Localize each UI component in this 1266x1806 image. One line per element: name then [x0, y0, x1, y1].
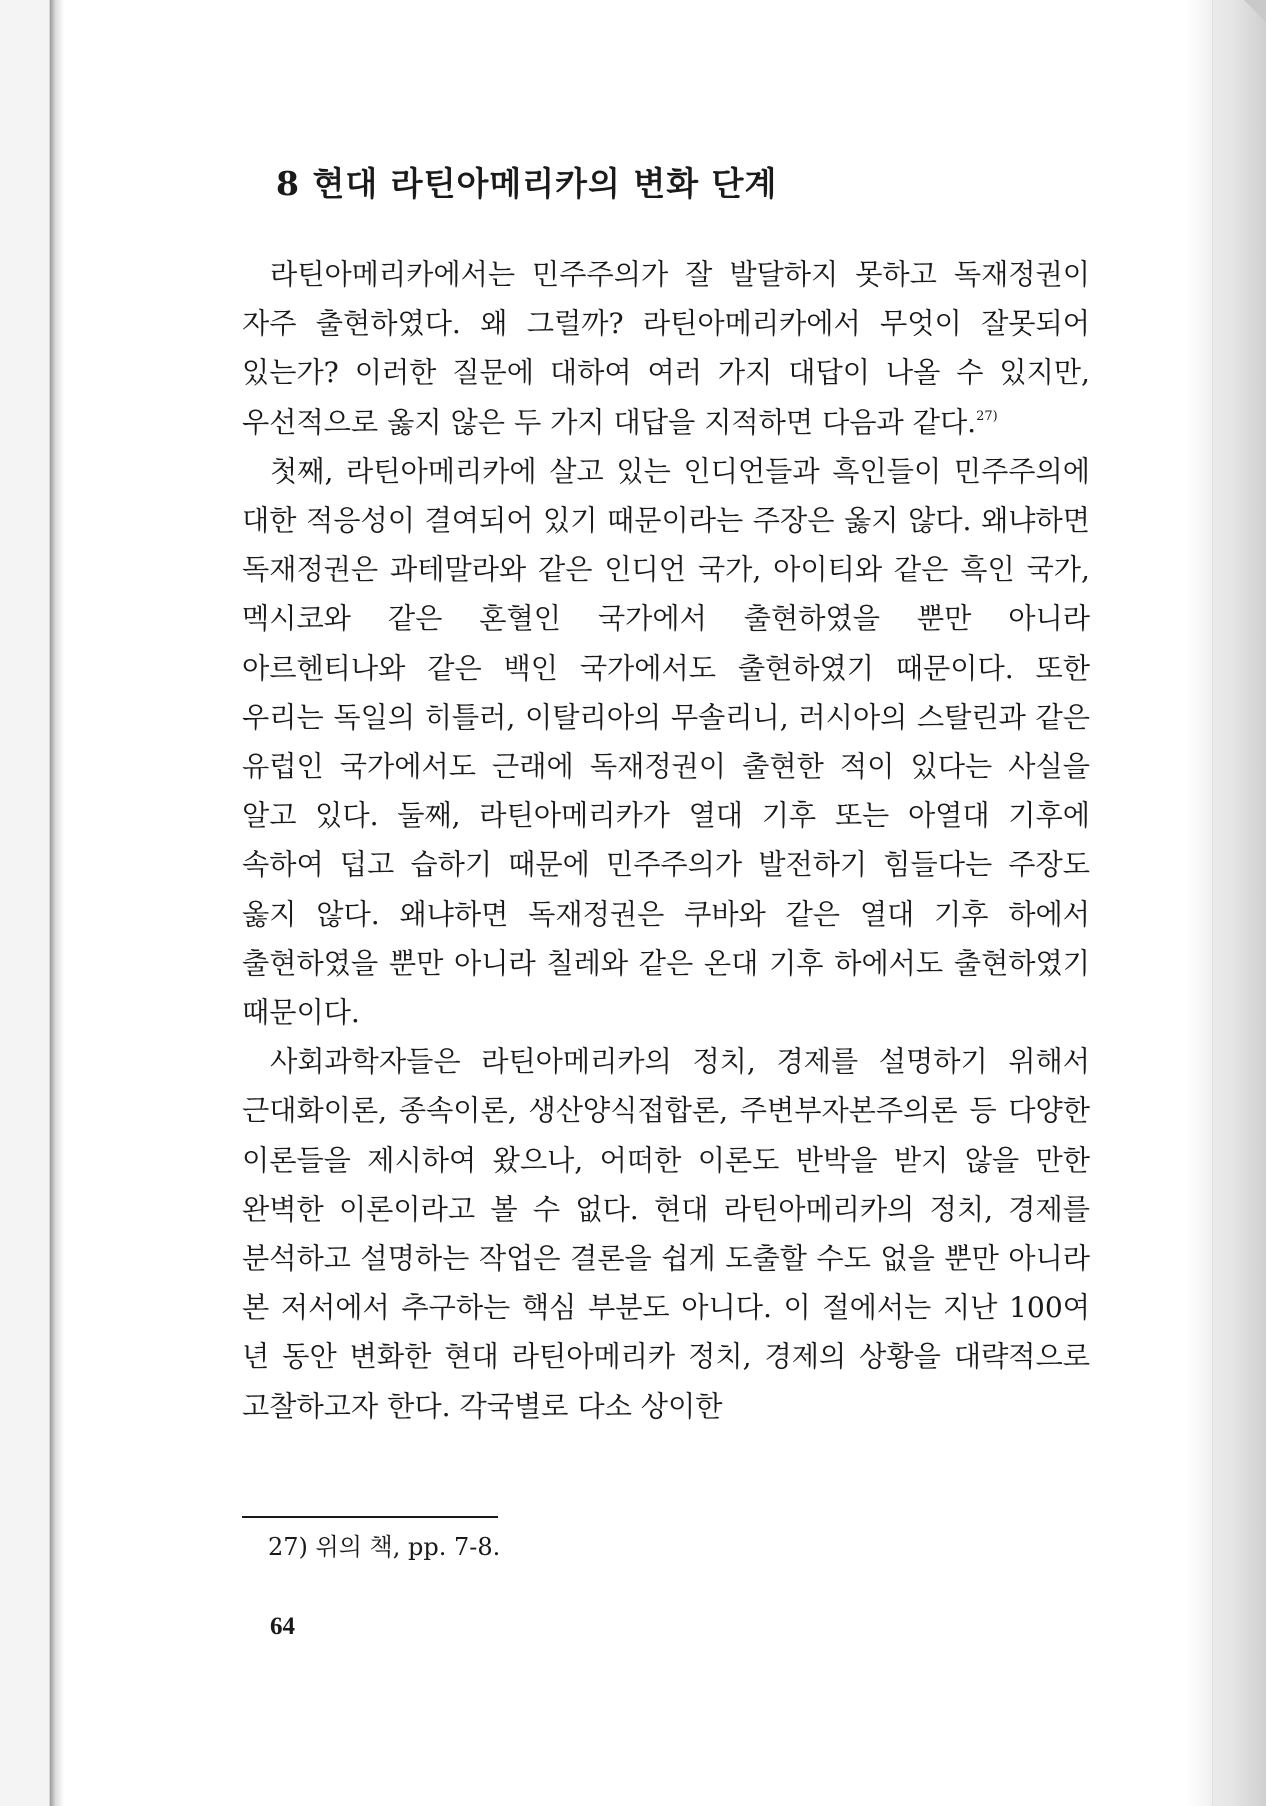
page-content: [242, 160, 1090, 1431]
page-edge-shadow: [1186, 0, 1266, 1806]
footnote-divider: [242, 1516, 498, 1518]
paragraph-text: 라틴아메리카에서는 민주주의가 잘 발달하지 못하고 독재정권이 자주 출현하였다. 왜 그럴까? 라틴아메리카에서 무엇이 잘못되어 있는가? 이러한 질문에 대하여 여러 가지 대답이 나올 수 있지만, 우선적으로 옳지 않은 두 가지 대답을 지적하면 다음과 같다.: [242, 258, 1090, 439]
page-binding-shadow: [50, 0, 64, 1806]
paragraph-2: [242, 447, 1090, 1037]
section-heading: 8 현대 라틴아메리카의 변화 단계: [276, 164, 778, 203]
footnote-reference: 27): [976, 408, 998, 424]
paragraph-1: [242, 250, 1090, 447]
page-number: 64: [270, 1613, 295, 1640]
page-corner: [1244, 0, 1266, 22]
paragraph-3: [242, 1037, 1090, 1431]
paragraph-text: 첫째, 라틴아메리카에 살고 있는 인디언들과 흑인들이 민주주의에 대한 적응성이 결여되어 있기 때문이라는 주장은 옳지 않다. 왜냐하면 독재정권은 과테말라와 같은 인디언 국가, 아이티와 같은 흑인 국가, 멕시코와 같은 혼혈인 국가에서 출현하였을 뿐만 아니라 아르헨티나와 같은 백인 국가에서도 출현하였기 때문이다. 또한 우리는 독일의 히틀러, 이탈리아의 무솔리니, 러시아의 스탈린과 같은 유럽인 국가에서도 근래에 독재정권이 출현한 적이 있다는 사실을 알고 있다. 둘째, 라틴아메리카가 열대 기후 또는 아열대 기후에 속하여 덥고 습하기 때문에 민주주의가 발전하기 힘들다는 주장도 옳지 않다. 왜냐하면 독재정권은 쿠바와 같은 열대 기후 하에서 출현하였을 뿐만 아니라 칠레와 같은 온대 기후 하에서도 출현하였기 때문이다.: [242, 454, 1090, 1030]
footnote-27: 27) 위의 책, pp. 7-8.: [268, 1533, 501, 1561]
paragraph-text: 사회과학자들은 라틴아메리카의 정치, 경제를 설명하기 위해서 근대화이론, 종속이론, 생산양식접합론, 주변부자본주의론 등 다양한 이론들을 제시하여 왔으나, 어떠한 이론도 반박을 받지 않을 만한 완벽한 이론이라고 볼 수 없다. 현대 라틴아메리카의 정치, 경제를 분석하고 설명하는 작업은 결론을 쉽게 도출할 수도 없을 뿐만 아니라 본 저서에서 추구하는 핵심 부분도 아니다. 이 절에서는 지난 100여 년 동안 변화한 현대 라틴아메리카 정치, 경제의 상황을 대략적으로 고찰하고자 한다. 각국별로 다소 상이한: [242, 1045, 1090, 1423]
